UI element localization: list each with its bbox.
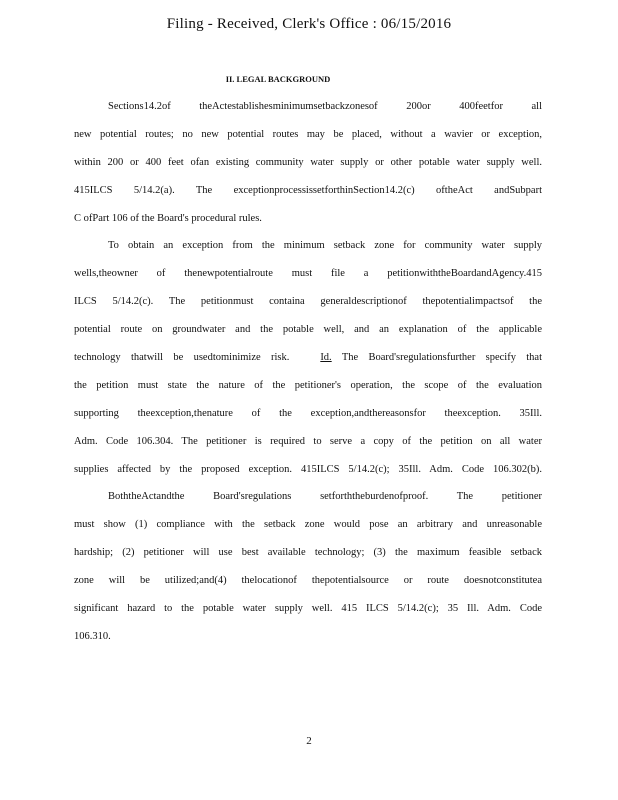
line-text: Sections14.2of theActestablishesminimumsetbackzonesof 200or 400feetfor all <box>108 101 542 112</box>
line-text: within 200 or 400 feet ofan existing community water supply or other potable water supply well. <box>74 156 542 168</box>
text-line <box>74 296 542 324</box>
line-text: BoththeActandthe Board'sregulations setforththeburdenofproof. The petitioner <box>108 491 542 503</box>
text-line <box>74 129 542 157</box>
line-text: technology thatwill be usedtominimize risk. <box>74 352 290 364</box>
line-text: ILCS 5/14.2(c). The petitionmust containa generaldescriptionof thepotentialimpactsof the <box>74 296 542 308</box>
line-text: supporting theexception,thenature of the exception,andthereasonsfor theexception. 35Ill. <box>74 407 542 419</box>
line-text: must show (1) compliance with the setback zone would pose an arbitrary and unreasonable <box>74 519 542 531</box>
line-text: new potential routes; no new potential routes may be placed, without a wavier or exception, <box>74 128 542 140</box>
text-line <box>74 185 542 213</box>
text-line <box>74 603 542 631</box>
line-text: wells,theowner of thenewpotentialroute must file a petitionwiththeBoardandAgency.415 <box>74 268 542 280</box>
text-line <box>74 380 542 408</box>
text-line <box>74 408 542 436</box>
line-text: To obtain an exception from the minimum setback zone for community water supply <box>108 240 542 252</box>
line-text: hardship; (2) petitioner will use best available technology; (3) the maximum feasible setback <box>74 547 542 559</box>
line-text: 415ILCS 5/14.2(a). The exceptionprocessissetforthinSection14.2(c) oftheAct andSubpart <box>74 184 542 196</box>
line-text: 106.310. <box>74 630 111 642</box>
line-text-continued: The Board'sregulationsfurther specify that <box>331 352 543 364</box>
line-text: the petition must state the nature of the petitioner's operation, the scope of the evaluation <box>74 379 542 391</box>
text-line <box>74 631 542 659</box>
text-line <box>74 324 542 352</box>
line-text: potential route on groundwater and the potable well, and an explanation of the applicable <box>74 324 542 336</box>
text-line <box>74 268 542 296</box>
document-body <box>74 101 542 659</box>
text-line <box>74 436 542 464</box>
page-number: 2 <box>306 735 312 747</box>
section-heading: II. LEGAL BACKGROUND <box>225 74 331 84</box>
line-text: Adm. Code 106.304. The petitioner is required to serve a copy of the petition on all water <box>74 435 542 447</box>
line-text: zone will be utilized;and(4) thelocationof thepotentialsource or route doesnotconstitutea <box>74 575 542 587</box>
text-line <box>74 519 542 547</box>
text-line <box>74 575 542 603</box>
text-line <box>74 101 542 129</box>
line-text: significant hazard to the potable water supply well. 415 ILCS 5/14.2(c); 35 Ill. Adm. Code <box>74 603 542 615</box>
text-line <box>74 213 542 241</box>
text-line <box>74 547 542 575</box>
filing-header: Filing - Received, Clerk's Office : 06/15/2016 <box>166 16 452 32</box>
text-line <box>74 157 542 185</box>
text-line <box>74 464 542 492</box>
line-text: C ofPart 106 of the Board's procedural rules. <box>74 212 262 224</box>
line-text: supplies affected by the proposed exception. 415ILCS 5/14.2(c); 35Ill. Adm. Code 106.302(b). <box>74 463 542 475</box>
text-line <box>74 491 542 519</box>
text-line <box>74 352 542 380</box>
text-line <box>74 240 542 268</box>
citation-id: Id. <box>320 352 332 364</box>
